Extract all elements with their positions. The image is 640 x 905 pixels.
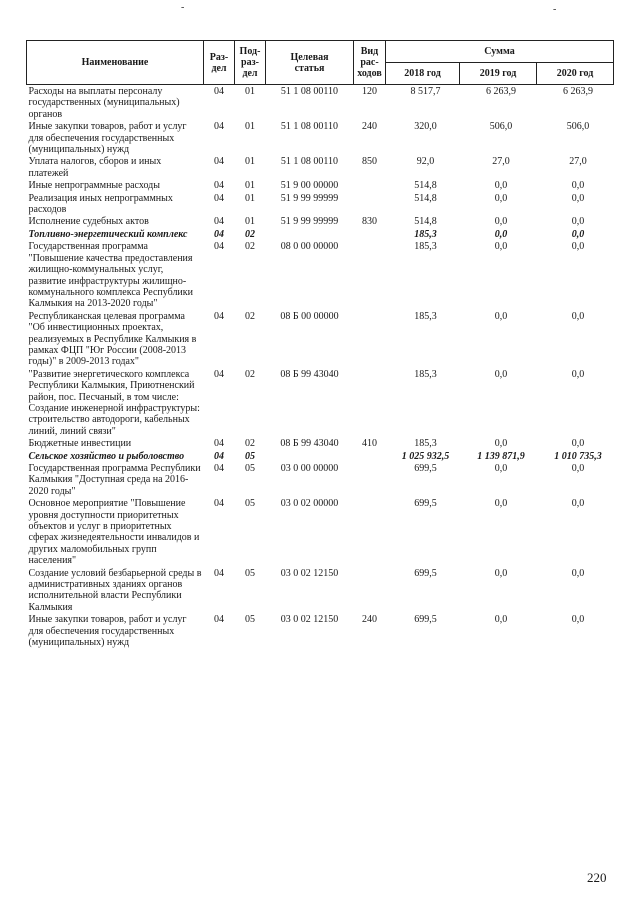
- row-sum-2018: 1 025 932,5: [401, 450, 450, 462]
- row-sum-2018: 514,8: [414, 192, 437, 204]
- row-sum-2019: 506,0: [489, 121, 513, 133]
- row-podrazdel: 01: [245, 121, 255, 133]
- row-target-article: 03 0 02 12150: [280, 614, 339, 626]
- table-row: [27, 497, 614, 566]
- row-sum-2018: 699,5: [414, 498, 437, 510]
- row-sum-2019: 0,0: [494, 498, 508, 510]
- row-expense-type: [354, 497, 386, 566]
- table-row: [27, 462, 614, 497]
- row-sum-2019: 0,0: [494, 614, 508, 626]
- row-expense-type: [354, 240, 386, 309]
- table-row: [27, 85, 614, 121]
- table-row: [27, 240, 614, 309]
- row-sum-2018: 514,8: [414, 180, 437, 192]
- row-name: Иные непрограммные расходы: [28, 180, 160, 192]
- row-sum-2020: 506,0: [566, 121, 590, 133]
- table-row: [27, 613, 614, 648]
- table-row: [27, 120, 614, 155]
- row-podrazdel: 01: [245, 216, 255, 228]
- row-sum-2018: 699,5: [414, 567, 437, 579]
- row-sum-2019: 0,0: [494, 228, 508, 240]
- row-sum-2019: 27,0: [492, 156, 510, 168]
- page-number: 220: [587, 870, 607, 885]
- row-sum-2019: 0,0: [494, 241, 508, 253]
- row-sum-2020: 0,0: [571, 498, 585, 510]
- row-razdel: 04: [214, 86, 224, 97]
- row-expense-type: [354, 310, 386, 368]
- row-sum-2018: 185,3: [414, 438, 437, 450]
- row-expense-type: [354, 567, 386, 614]
- row-expense-type: [354, 368, 386, 437]
- row-podrazdel: 05: [245, 450, 255, 462]
- row-sum-2019: 1 139 871,9: [477, 450, 525, 462]
- table-header: [27, 41, 614, 85]
- row-expense-type: 850: [362, 156, 377, 168]
- row-target-article: 03 0 02 12150: [280, 567, 339, 579]
- row-sum-2018: 92,0: [416, 156, 435, 168]
- table-row: [27, 567, 614, 614]
- row-razdel: 04: [214, 241, 224, 253]
- section-row: [27, 228, 614, 240]
- row-expense-type: 830: [362, 216, 377, 228]
- row-expense-type: [354, 228, 386, 240]
- row-name: Республиканская целевая программа "Об инвестиционных проектах, реализуемых в Республике Калмыкия в рамках ФЦП "Юг России (2008-2013 годы)" в 2009-2013 годах": [28, 310, 197, 368]
- row-name: Создание условий безбарьерной среды в административных зданиях органов исполнительной власти Республики Калмыкия: [28, 567, 202, 613]
- row-name: Государственная программа "Повышение качества предоставления жилищно-коммунальных услуг, развитие инфраструктуры жилищно-коммунального комплекса Республики Калмыкия на 2013-2020 годы": [28, 241, 193, 310]
- row-podrazdel: 01: [245, 180, 255, 192]
- header-podrazdel: Под- раз- дел: [235, 41, 266, 85]
- row-name: Основное мероприятие "Повышение уровня доступности приоритетных объектов и услуг в приоритетных сферах жизнедеятельности инвалидов и других маломобильных групп населения": [28, 498, 200, 567]
- header-sum: Сумма: [386, 41, 614, 63]
- row-name: Реализация иных непрограммных расходов: [28, 192, 173, 216]
- table-row: [27, 179, 614, 191]
- row-name: Иные закупки товаров, работ и услуг для обеспечения государственных (муниципальных) нужд: [28, 614, 187, 649]
- row-podrazdel: 02: [245, 228, 255, 240]
- row-podrazdel: 05: [245, 498, 255, 510]
- row-sum-2020: 27,0: [569, 156, 587, 168]
- table-body: [27, 85, 614, 649]
- row-sum-2020: 6 263,9: [563, 86, 593, 97]
- row-razdel: 04: [214, 156, 224, 168]
- row-podrazdel: 02: [245, 368, 255, 380]
- row-expense-type: [354, 179, 386, 191]
- table-row: [27, 192, 614, 216]
- row-razdel: 04: [214, 228, 224, 240]
- row-sum-2018: 185,3: [414, 368, 437, 380]
- row-target-article: 51 1 08 00110: [280, 121, 339, 133]
- row-podrazdel: 05: [245, 463, 255, 474]
- row-expense-type: 410: [362, 438, 377, 450]
- row-sum-2020: 0,0: [571, 614, 585, 626]
- row-sum-2019: 0,0: [494, 438, 508, 450]
- table-row: [27, 437, 614, 449]
- row-razdel: 04: [214, 463, 224, 474]
- row-expense-type: [354, 462, 386, 497]
- row-name: Уплата налогов, сборов и иных платежей: [28, 156, 162, 179]
- row-name: Топливно-энергетический комплекс: [28, 228, 188, 240]
- row-sum-2020: 0,0: [571, 216, 585, 228]
- row-podrazdel: 01: [245, 86, 255, 97]
- header-target-article: Целевая статья: [266, 41, 354, 85]
- row-sum-2019: 0,0: [494, 463, 508, 474]
- table-row: [27, 215, 614, 227]
- row-sum-2019: 0,0: [494, 567, 508, 579]
- row-razdel: 04: [214, 614, 224, 626]
- row-sum-2020: 0,0: [571, 368, 585, 380]
- row-razdel: 04: [214, 438, 224, 450]
- table-row: [27, 368, 614, 437]
- row-razdel: 04: [214, 180, 224, 192]
- row-expense-type: 240: [362, 121, 377, 133]
- row-podrazdel: 02: [245, 241, 255, 253]
- row-target-article: 08 Б 99 43040: [280, 368, 339, 380]
- row-podrazdel: 05: [245, 614, 255, 626]
- row-sum-2019: 6 263,9: [486, 86, 516, 97]
- row-name: Расходы на выплаты персоналу государственных (муниципальных) органов: [28, 86, 180, 120]
- row-target-article: 08 0 00 00000: [280, 241, 339, 253]
- row-podrazdel: 02: [245, 438, 255, 450]
- row-sum-2018: 699,5: [414, 463, 437, 474]
- row-target-article: [266, 228, 354, 240]
- row-name: Исполнение судебных актов: [28, 216, 149, 228]
- row-razdel: 04: [214, 498, 224, 510]
- row-podrazdel: 02: [245, 310, 255, 322]
- row-sum-2019: 0,0: [494, 368, 508, 380]
- row-name: Бюджетные инвестиции: [28, 438, 132, 450]
- row-expense-type: [354, 450, 386, 462]
- header-year-2019: 2019 год: [460, 63, 537, 85]
- row-name: Сельское хозяйство и рыболовство: [28, 450, 185, 462]
- row-sum-2020: 0,0: [571, 180, 585, 192]
- row-target-article: 51 9 99 99999: [280, 192, 339, 204]
- row-target-article: 08 Б 99 43040: [280, 438, 339, 450]
- row-sum-2020: 0,0: [571, 438, 585, 450]
- row-target-article: 08 Б 00 00000: [280, 310, 339, 322]
- row-sum-2020: 0,0: [571, 192, 585, 204]
- table-row: [27, 310, 614, 368]
- row-razdel: 04: [214, 310, 224, 322]
- row-podrazdel: 05: [245, 567, 255, 579]
- header-name: Наименование: [27, 41, 204, 85]
- budget-table: [26, 40, 614, 649]
- table-row: [27, 155, 614, 179]
- row-razdel: 04: [214, 121, 224, 133]
- row-sum-2018: 185,3: [414, 228, 437, 240]
- row-sum-2020: 0,0: [571, 228, 585, 240]
- row-sum-2020: 0,0: [571, 310, 585, 322]
- row-target-article: 51 1 08 00110: [280, 86, 339, 97]
- header-razdel: Раз- дел: [204, 41, 235, 85]
- row-sum-2018: 8 517,7: [410, 86, 441, 97]
- row-sum-2019: 0,0: [494, 192, 508, 204]
- row-razdel: 04: [214, 216, 224, 228]
- row-sum-2018: 185,3: [414, 310, 437, 322]
- row-podrazdel: 01: [245, 156, 255, 168]
- row-expense-type: 120: [362, 86, 377, 97]
- row-name: Иные закупки товаров, работ и услуг для обеспечения государственных (муниципальных) нужд: [28, 121, 187, 156]
- row-sum-2020: 1 010 735,3: [554, 450, 602, 462]
- row-target-article: 51 9 99 99999: [280, 216, 339, 228]
- row-razdel: 04: [214, 567, 224, 579]
- row-sum-2020: 0,0: [571, 463, 585, 474]
- row-sum-2018: 514,8: [414, 216, 437, 228]
- row-sum-2018: 185,3: [414, 241, 437, 253]
- scan-mark-left: -: [181, 2, 185, 13]
- row-sum-2019: 0,0: [494, 216, 508, 228]
- row-target-article: 51 9 00 00000: [280, 180, 339, 192]
- row-sum-2019: 0,0: [494, 310, 508, 322]
- row-sum-2020: 0,0: [571, 567, 585, 579]
- row-name: "Развитие энергетического комплекса Республики Калмыкия, Приютненский район, пос. Песчаный, в том числе: Создание инженерной инфраструктуры: строительство автодороги, кабельных линий, линий связи": [28, 368, 200, 437]
- row-sum-2019: 0,0: [494, 180, 508, 192]
- row-name: Государственная программа Республики Калмыкия "Доступная среда на 2016-2020 годы": [28, 463, 201, 497]
- row-razdel: 04: [214, 192, 224, 204]
- header-expense-type: Вид рас- ходов: [354, 41, 386, 85]
- section-row: [27, 450, 614, 462]
- row-sum-2020: 0,0: [571, 241, 585, 253]
- row-target-article: 03 0 00 00000: [280, 463, 339, 474]
- row-target-article: [266, 450, 354, 462]
- row-expense-type: 240: [362, 614, 377, 626]
- header-year-2018: 2018 год: [386, 63, 460, 85]
- row-razdel: 04: [214, 368, 224, 380]
- row-expense-type: [354, 192, 386, 216]
- row-podrazdel: 01: [245, 192, 255, 204]
- header-year-2020: 2020 год: [537, 63, 614, 85]
- row-sum-2018: 320,0: [414, 121, 437, 133]
- row-sum-2018: 699,5: [414, 614, 437, 626]
- row-razdel: 04: [214, 450, 224, 462]
- row-target-article: 03 0 02 00000: [280, 498, 339, 510]
- scan-mark-right: -: [553, 4, 557, 15]
- row-target-article: 51 1 08 00110: [280, 156, 339, 168]
